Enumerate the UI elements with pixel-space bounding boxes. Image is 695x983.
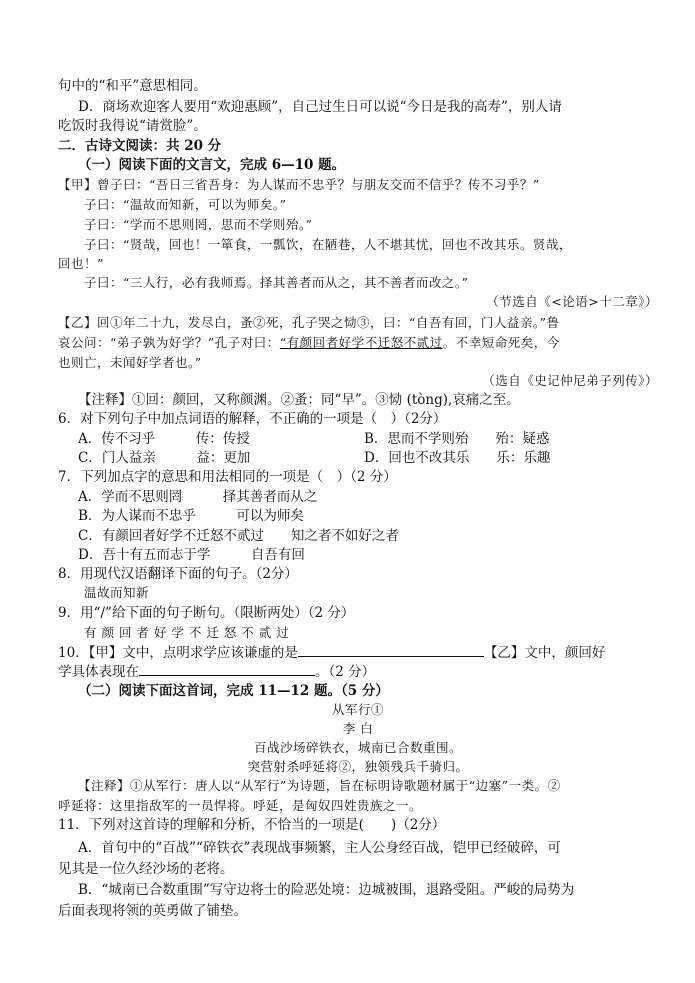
text-segment: 学具体表现在	[58, 664, 139, 680]
question-10	[58, 642, 658, 663]
option-d: D．回也不改其乐 乐：乐趣	[364, 450, 551, 466]
poem-author: 李 白	[342, 721, 374, 736]
subsection-heading: （二）阅读下面这首词，完成 11—12 题。（5 分）	[78, 683, 389, 699]
poem-line: 突营射杀呼延将②，独领残兵千骑归。	[247, 759, 469, 774]
text-segment: 10．【甲】文中，点明求学应该谦虚的是	[58, 645, 298, 661]
section-heading: 二．古诗文阅读：共 20 分	[58, 138, 222, 154]
text-segment: 。不幸短命死矣，今	[442, 335, 560, 350]
question-11: 11．下列对这首诗的理解和分析，不恰当的一项是( )（2分）	[58, 817, 446, 833]
underlined-sentence: “有颜回者好学不迁怒不贰过	[279, 335, 443, 350]
classical-text-line: 回也！”	[58, 256, 104, 271]
text-segment: 。（2 分）	[315, 664, 376, 680]
option-row	[78, 448, 658, 468]
answer-blank[interactable]	[298, 642, 484, 657]
option-a: A．首句中的“百战”“碎铁衣”表现战事频繁，主人公身经百战，铠甲已经破碎，可	[78, 840, 561, 856]
option-b: B．为人谋而不忠乎 可以为师矣	[78, 508, 304, 524]
text-line: 句中的“和平”意思相同。	[58, 78, 207, 94]
annotation-line: 【注释】①回：颜回，又称颜渊。②蚤：同“早”。③恸 (tòng),哀痛之至。	[78, 392, 520, 408]
answer-blank[interactable]	[139, 661, 315, 676]
annotation-line: 呼延将：这里指敌军的一员悍将。呼延，是匈奴四姓贵族之一。	[58, 798, 423, 813]
classical-text-line: 也则亡，未闻好学者也。”	[58, 355, 202, 370]
source-citation: （选自《史记仲尼弟子列传》）	[482, 373, 658, 388]
option-d: D．吾十有五而志于学 自吾有回	[78, 547, 305, 563]
question-9: 9．用“/”给下面的句子断句。（限断两处）（2 分）	[58, 605, 355, 621]
question-10-cont	[58, 661, 658, 682]
text-line: 吃饭时我得说“请赏脸”。	[58, 118, 207, 134]
punctuate-sentence: 有 颜 回 者 好 学 不 迁 怒 不 贰 过	[84, 625, 290, 640]
option-c: C．门人益亲 益：更加	[78, 450, 251, 466]
classical-text-line: 子曰：“三人行，必有我师焉。择其善者而从之，其不善者而改之。”	[84, 275, 469, 290]
option-a: A．学而不思则罔 择其善者而从之	[78, 489, 318, 505]
option-a: A．传不习乎 传：传授	[78, 431, 250, 447]
poem-title: 从军行①	[331, 702, 384, 717]
option-c: C．有颜回者好学不迁怒不贰过 知之者不如好之者	[78, 528, 399, 544]
subsection-heading: （一）阅读下面的文言文，完成 6—10 题。	[78, 157, 346, 173]
question-8: 8．用现代汉语翻译下面的句子。（2分）	[58, 566, 298, 582]
source-citation: （节选自《<论语>十二章》）	[486, 294, 658, 309]
annotation-line: 【注释】①从军行：唐人以“从军行”为诗题，旨在标明诗歌题材属于“边塞”一类。②	[78, 778, 561, 793]
option-b-cont: 后面表现将领的英勇做了铺垫。	[58, 903, 247, 919]
classical-text-line	[58, 333, 658, 353]
classical-text-line: 子曰：“贤哉，回也！一箪食，一瓢饮，在陋巷，人不堪其忧，回也不改其乐。贤哉，	[84, 237, 572, 252]
option-row	[78, 429, 658, 449]
classical-text-line: 子曰：“温故而知新，可以为师矣。”	[84, 197, 287, 212]
text-segment: 【乙】文中，颜回好	[483, 645, 606, 661]
classical-text-line: 【乙】回①年二十九，发尽白，蚤②死，孔子哭之恸③，曰：“自吾有回，门人益亲。”鲁	[58, 315, 560, 330]
option-b: B．“城南已合数重围”写守边将士的险恶处境：边城被围，退路受阻。严峻的局势为	[78, 882, 575, 898]
option-a-cont: 见其是一位久经沙场的老将。	[58, 861, 234, 877]
classical-text-line: 子曰：“学而不思则罔，思而不学则殆。”	[84, 217, 313, 232]
text-line: D．商场欢迎客人要用“欢迎惠顾”，自己过生日可以说“今日是我的高寿”，别人请	[78, 99, 562, 115]
translate-sentence: 温故而知新	[84, 585, 150, 600]
question-7: 7．下列加点字的意思和用法相同的一项是（ ）（2 分）	[58, 469, 397, 485]
poem-line: 百战沙场碎铁衣，城南已合数重围。	[253, 740, 462, 755]
text-segment: 哀公问：“弟子孰为好学？”孔子对曰：	[58, 335, 280, 350]
classical-text-line: 【甲】曾子曰：“吾日三省吾身：为人谋而不忠乎？与朋友交而不信乎？传不习乎？”	[58, 177, 540, 192]
question-6: 6．对下列句子中加点词语的解释，不正确的一项是（ ）（2分）	[58, 411, 447, 427]
option-b: B．思而不学则殆 殆：疑惑	[364, 431, 550, 447]
